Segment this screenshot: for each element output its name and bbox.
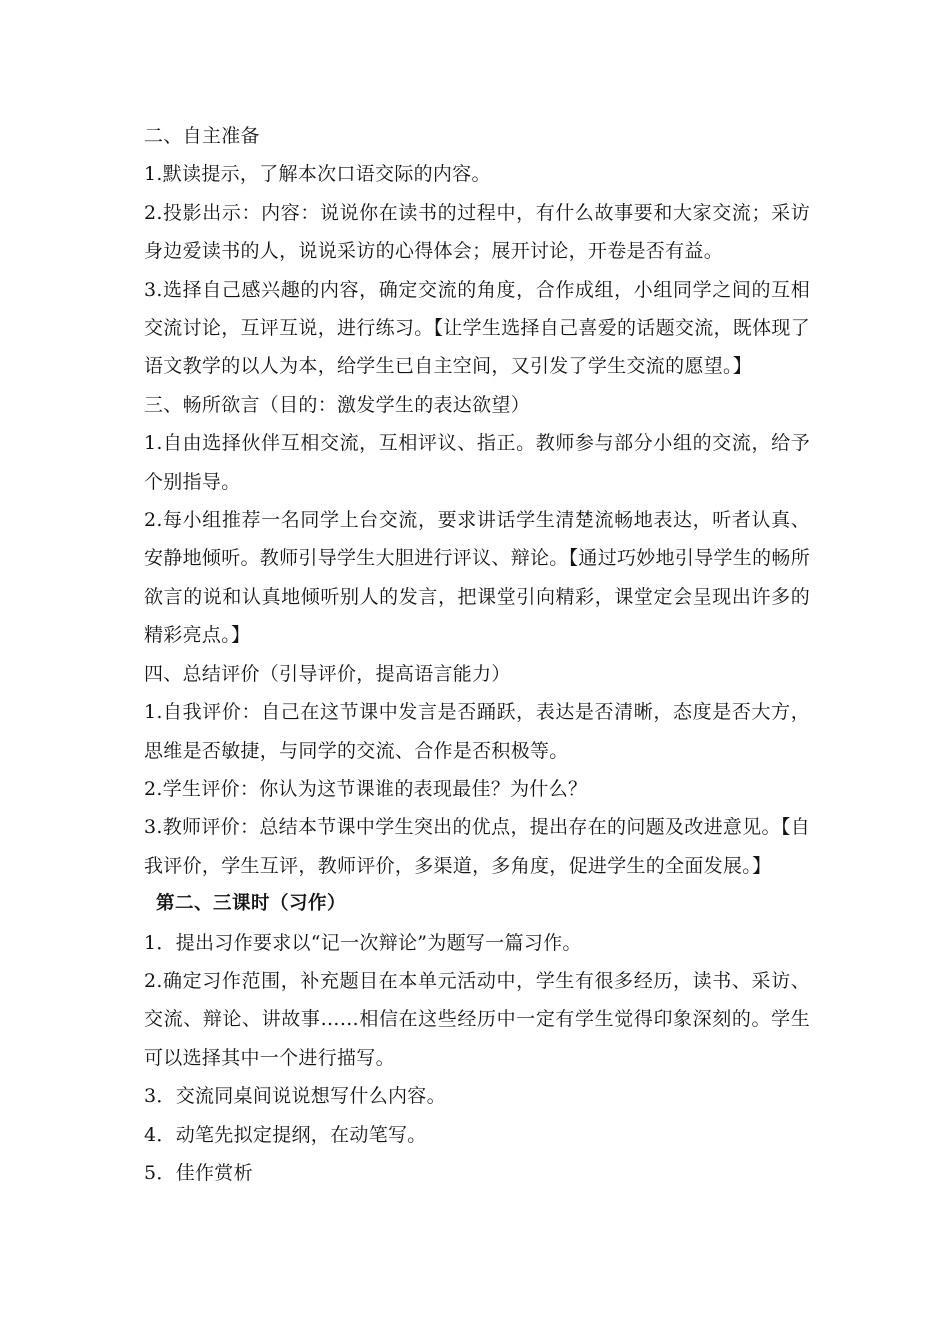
list-item: 1.自由选择伙伴互相交流，互相评议、指正。教师参与部分小组的交流，给予个别指导。 [144,432,810,493]
list-item: 2.投影出示：内容：说说你在读书的过程中，有什么故事要和大家交流；采访身边爱读书的人，说说采访的心得体会；展开讨论，开卷是否有益。 [144,201,810,263]
document-body [144,117,810,1192]
section-heading-summary-evaluation: 四、总结评价（引导评价，提高语言能力） [144,662,511,685]
list-item: 2.确定习作范围，补充题目在本单元活动中，学生有很多经历，读书、采访、交流、辩论、讲故事……相信在这些经历中一定有学生觉得印象深刻的。学生可以选择其中一个进行描写。 [144,969,810,1069]
list-item: 3.选择自己感兴趣的内容，确定交流的角度，合作成组，小组同学之间的互相交流讨论，互评互说，进行练习。【让学生选择自己喜爱的话题交流，既体现了语文教学的以人为本，给学生已自主空间，又引发了学生交流的愿望。】 [144,278,811,378]
list-item: 1.自我评价：自己在这节课中发言是否踊跃，表达是否清晰，态度是否大方，思维是否敏捷，与同学的交流、合作是否积极等。 [144,701,810,762]
list-item: 4．动笔先拟定提纲，在动笔写。 [144,1123,427,1146]
list-item: 5．佳作赏析 [144,1161,253,1184]
list-item: 2.学生评价：你认为这节课谁的表现最佳？为什么？ [144,777,588,800]
list-item: 1.默读提示，了解本次口语交际的内容。 [144,163,491,186]
lesson-heading-writing: 第二、三课时（习作） [156,893,347,915]
list-item: 3．交流同桌间说说想写什么内容。 [144,1085,446,1108]
list-item: 1．提出习作要求以“记一次辩论”为题写一篇习作。 [144,931,582,954]
section-heading-self-preparation: 二、自主准备 [144,125,260,147]
list-item: 2.每小组推荐一名同学上台交流，要求讲话学生清楚流畅地表达，听者认真、安静地倾听。教师引导学生大胆进行评议、辩论。【通过巧妙地引导学生的畅所欲言的说和认真地倾听别人的发言，把课堂引向精彩，课堂定会呈现出许多的精彩亮点。】 [144,509,811,647]
section-heading-free-expression: 三、畅所欲言（目的：激发学生的表达欲望） [144,393,531,416]
list-item: 3.教师评价：总结本节课中学生突出的优点，提出存在的问题及改进意见。【自我评价，学生互评，教师评价，多渠道，多角度，促进学生的全面发展。】 [144,816,810,877]
